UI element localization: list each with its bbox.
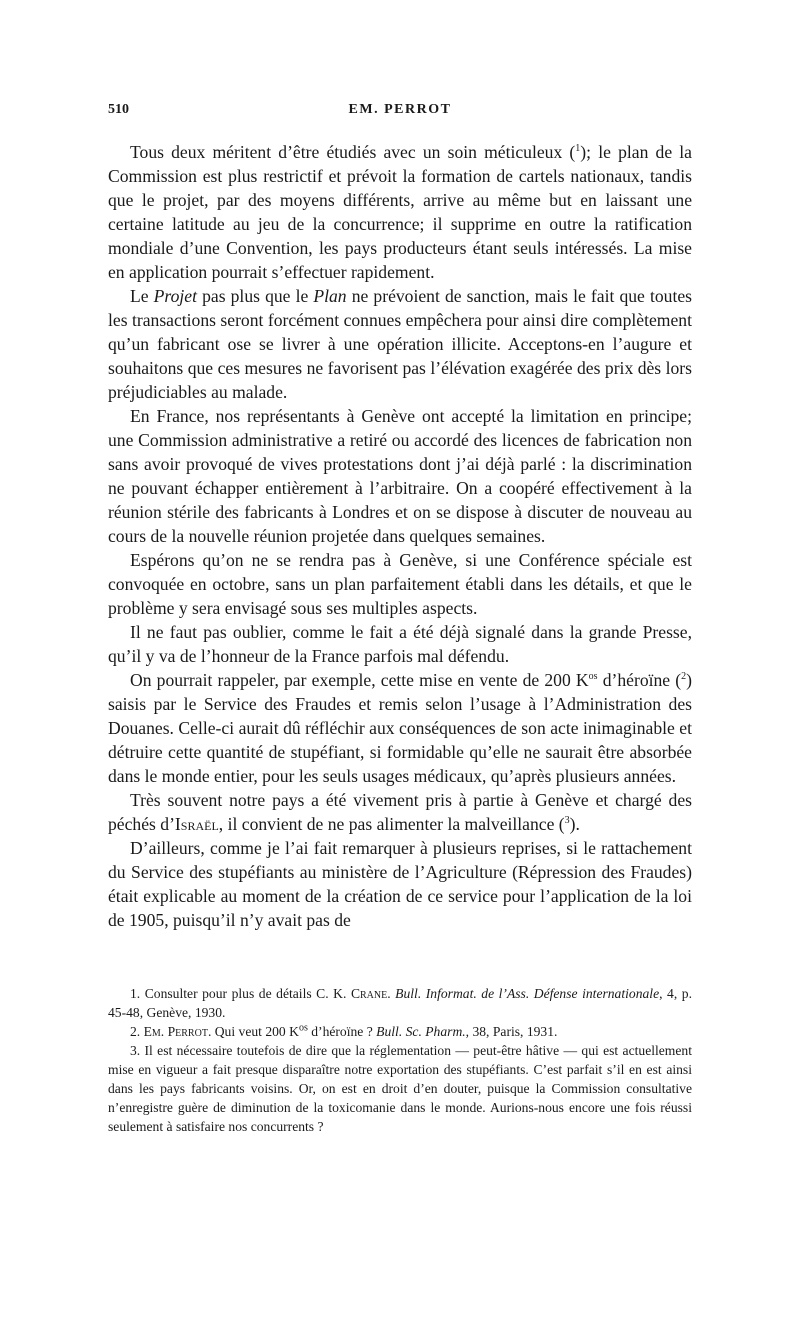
footnote — [108, 1041, 692, 1136]
text-run: ); le plan de la Commission est plus restrictif et prévoit la formation de cartels nationaux, tandis que le projet, par des moyens différents, arrive au même but en laissant une certaine latitude au jeu de la concurrence; il supprime en outre la ratification mondiale d’une Convention, les pays producteurs étant seuls intéressés. La mise en application pourrait s’effectuer rapidement. — [108, 142, 692, 282]
small-caps-name: Israël — [174, 814, 219, 834]
footnote-ref: os — [298, 1022, 308, 1034]
paragraph — [108, 404, 692, 548]
italic-text: Bull. Sc. Pharm. — [376, 1024, 466, 1039]
text-run: Le — [130, 286, 154, 306]
text-run: D’ailleurs, comme je l’ai fait remarquer à plusieurs reprises, si le rattachement du Service des stupéfiants au ministère de l’Agriculture (Répression des Fraudes) était explicable au moment de la création de ce service pour l’application de la loi de 1905, puisqu’il n’y avait pas de — [108, 838, 692, 930]
italic-text: Bull. Informat. de l’Ass. Défense internationale — [395, 986, 660, 1001]
text-run: pas plus que le — [196, 286, 314, 306]
text-run: On pourrait rappeler, par exemple, cette mise en vente de 200 K — [130, 670, 589, 690]
text-run: Tous deux méritent d’être étudiés avec un soin méticuleux ( — [130, 142, 576, 162]
text-run: Il ne faut pas oublier, comme le fait a été déjà signalé dans la grande Presse, qu’il y va de l’honneur de la France parfois mal défendu. — [108, 622, 692, 666]
paragraph — [108, 668, 692, 788]
paragraph — [108, 836, 692, 932]
footnote — [108, 984, 692, 1022]
text-run: ne prévoient de sanction, mais le fait que toutes les transactions seront forcément connues empêchera pour ainsi dire complètement qu’un fabricant ose se livrer à une opération illicite. Acceptons-en l’augure et souhaitons que ces mesures ne favorisent pas l’élévation exagérée des prix dès lors préjudiciables au malade. — [108, 286, 692, 402]
paragraph — [108, 284, 692, 404]
footnotes — [108, 984, 692, 1136]
text-run: 1. Consulter pour plus de détails C. K. — [130, 986, 351, 1001]
footnote-ref: os — [588, 671, 598, 683]
text-run: Très souvent notre pays a été vivement pris à partie à Genève et chargé des péchés d’ — [108, 790, 692, 834]
text-run: ). — [569, 814, 580, 834]
text-run: , 38, Paris, 1931. — [465, 1024, 558, 1039]
text-run: En France, nos représentants à Genève ont accepté la limitation en principe; une Commission administrative a retiré ou accordé des licences de fabrication non sans avoir provoqué de vives protestations dont j’ai déjà parlé : la discrimination ne pouvant échapper entièrement à l’arbitraire. On a coopéré effectivement à la réunion stérile des fabricants à Londres et on se dispose à discuter de nouveau au cours de la nouvelle réunion projetée dans quelques semaines. — [108, 406, 692, 546]
text-run: . — [387, 986, 396, 1001]
page-header — [108, 100, 692, 126]
text-run: 2. — [130, 1024, 144, 1039]
paragraph — [108, 548, 692, 620]
small-caps-name: Em. Perrot — [143, 1024, 208, 1039]
footnote-ref: 3 — [564, 815, 570, 827]
paragraph — [108, 620, 692, 668]
small-caps-name: Crane — [350, 986, 388, 1001]
paragraph — [108, 140, 692, 284]
text-run: , 4, p. 45-48, Genève, 1930. — [108, 986, 692, 1020]
text-run: . Qui veut 200 K — [207, 1024, 299, 1039]
page-number: 510 — [108, 102, 129, 117]
italic-text: Plan — [313, 286, 347, 306]
text-run: ) saisis par le Service des Fraudes et remis selon l’usage à l’Administration des Douanes. Celle-ci aurait dû réfléchir aux conséquences de son acte inimaginable et détruire cette quantité de stupéfiant, si formidable qu’elle ne saurait être absorbée dans le monde entier, pour les seuls usages médicaux, qu’après plusieurs années. — [108, 670, 692, 786]
text-run: , il convient de ne pas alimenter la malveillance ( — [218, 814, 565, 834]
italic-text: Projet — [153, 286, 197, 306]
text-run: d’héroïne ? — [307, 1024, 377, 1039]
running-head: EM. PERROT — [348, 102, 452, 117]
text-run: Espérons qu’on ne se rendra pas à Genève, si une Conférence spéciale est convoquée en octobre, sans un plan parfaitement établi dans les détails, et que le problème y sera envisagé sous ses multiples aspects. — [108, 550, 692, 618]
footnote — [108, 1022, 692, 1041]
footnote-ref: 1 — [575, 143, 581, 155]
text-run: 3. Il est nécessaire toutefois de dire que la réglementation — peut-être hâtive — qui est actuellement mise en vigueur a fait presque disparaître notre exportation des stupéfiants. C’est parfait s’il en est ainsi dans les pays fabricants voisins. Or, on est en droit d’en douter, puisque la Commission consultative n’enregistre guère de diminution de la toxicomanie dans le monde. Aurions-nous encore une fois réussi seulement à satisfaire nos concurrents ? — [108, 1043, 692, 1134]
body-text — [108, 140, 692, 932]
paragraph — [108, 788, 692, 836]
text-run: d’héroïne ( — [597, 670, 682, 690]
footnote-ref: 2 — [681, 671, 687, 683]
